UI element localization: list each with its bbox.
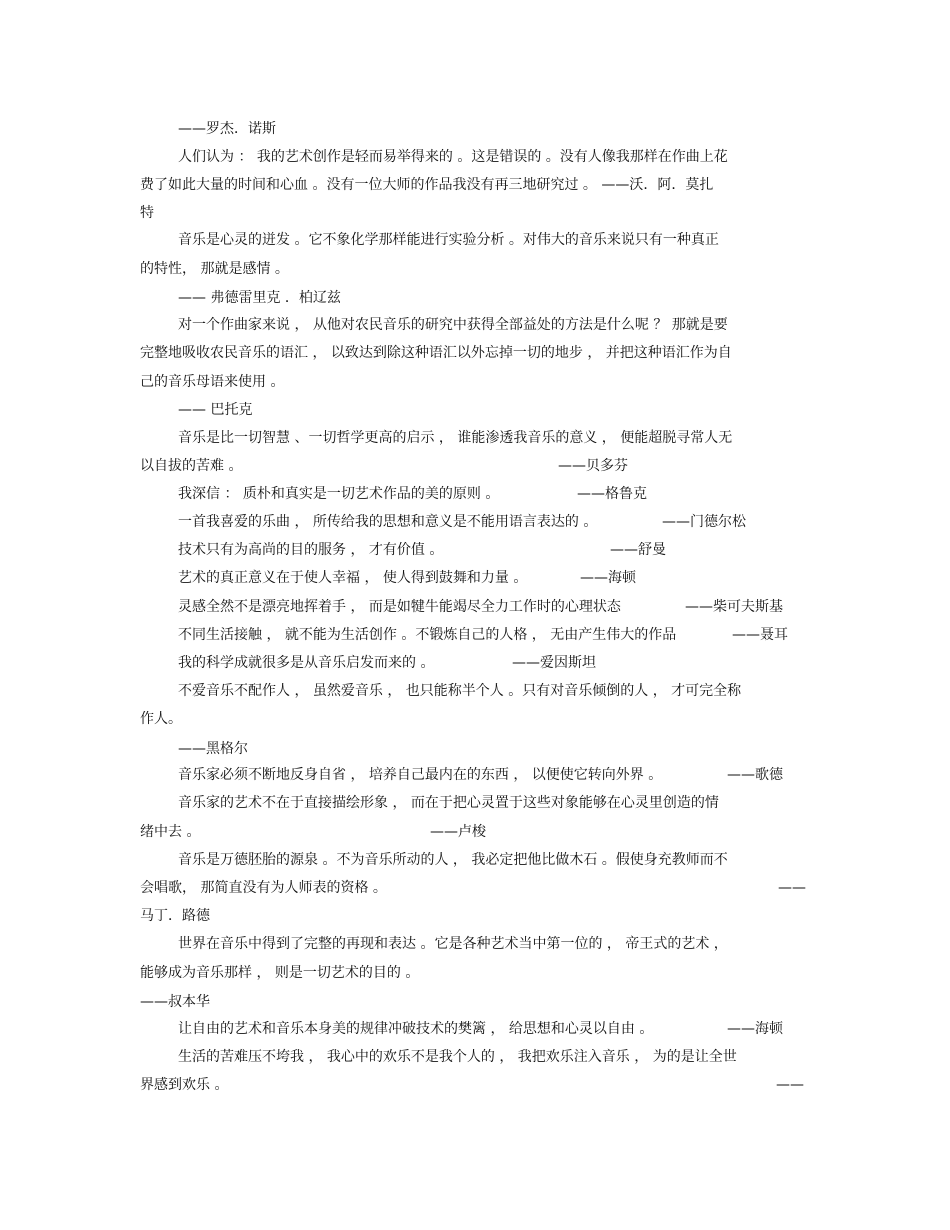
attribution: 马丁．路德 bbox=[140, 908, 210, 924]
quote-line: 让自由的艺术和音乐本身美的规律冲破技术的樊篱 ， 给思想和心灵以自由 。 bbox=[178, 1021, 654, 1037]
attribution: ——门德尔松 bbox=[662, 514, 746, 530]
attribution: ——叔本华 bbox=[140, 994, 210, 1010]
quote-line: 音乐家必须不断地反身自省 ， 培养自己最内在的东西 ， 以便使它转向外界 。 bbox=[178, 767, 663, 783]
quote-line: 我的科学成就很多是从音乐启发而来的 。 bbox=[178, 655, 435, 671]
quote-line: 对一个作曲家来说 ， 从他对农民音乐的研究中获得全部益处的方法是什么呢 ？ 那就是要 bbox=[178, 317, 728, 333]
attribution: ——贝多芬 bbox=[558, 458, 628, 474]
quote-line: 音乐家的艺术不在于直接描绘形象 ， 而在于把心灵置于这些对象能够在心灵里创造的情 bbox=[178, 795, 719, 811]
attribution: ——卢梭 bbox=[430, 824, 486, 840]
attribution: —— 弗德雷里克 ．柏辽兹 bbox=[178, 290, 341, 306]
quote-line: 我深信 ： 质朴和真实是一切艺术作品的美的原则 。 bbox=[178, 486, 500, 502]
quote-line: 不同生活接触 ， 就不能为生活创作 。不锻炼自己的人格 ， 无由产生伟大的作品 bbox=[178, 627, 677, 643]
quote-line: 以自拔的苦难 。 bbox=[140, 458, 243, 474]
attribution: —— bbox=[776, 1077, 804, 1093]
attribution: ——海顿 bbox=[580, 570, 636, 586]
attribution: ——柴可夫斯基 bbox=[685, 599, 783, 615]
quote-line: 人们认为 ： 我的艺术创作是轻而易举得来的 。这是错误的 。没有人像我那样在作曲上花 bbox=[178, 149, 728, 165]
attribution: ——海顿 bbox=[727, 1021, 783, 1037]
quote-line: 不爱音乐不配作人 ， 虽然爱音乐 ， 也只能称半个人 。只有对音乐倾倒的人 ， 才可完全称 bbox=[178, 683, 742, 699]
attribution: —— bbox=[778, 880, 806, 896]
quote-line: 生活的苦难压不垮我 ， 我心中的欢乐不是我个人的 ， 我把欢乐注入音乐 ， 为的是让全世 bbox=[178, 1049, 737, 1065]
attribution: ——聂耳 bbox=[732, 627, 788, 643]
quote-line: 艺术的真正意义在于使人幸福 ， 使人得到鼓舞和力量 。 bbox=[178, 570, 528, 586]
quote-line: 费了如此大量的时间和心血 。没有一位大师的作品我没有再三地研究过 。 ——沃．阿．莫扎 bbox=[140, 177, 714, 193]
quote-line: 作人。 bbox=[140, 711, 182, 727]
attribution: ——舒曼 bbox=[610, 542, 666, 558]
quote-line: 己的音乐母语来使用 。 bbox=[140, 374, 285, 390]
quote-line: 音乐是比一切智慧 、一切哲学更高的启示 ， 谁能渗透我音乐的意义 ， 便能超脱寻常人无 bbox=[178, 430, 733, 446]
attribution: ——歌德 bbox=[727, 767, 783, 783]
quote-line: 一首我喜爱的乐曲 ， 所传给我的思想和意义是不能用语言表达的 。 bbox=[178, 514, 598, 530]
quote-line: 会唱歌， 那简直没有为人师表的资格 。 bbox=[140, 880, 387, 896]
attribution: ——黑格尔 bbox=[178, 741, 248, 757]
quote-line: 的特性， 那就是感情 。 bbox=[140, 261, 289, 277]
quote-line: 绪中去 。 bbox=[140, 824, 201, 840]
quote-line: 界感到欢乐 。 bbox=[140, 1077, 229, 1093]
quote-line: 特 bbox=[140, 205, 154, 221]
quote-line: 完整地吸收农民音乐的语汇 ， 以致达到除这种语汇以外忘掉一切的地步 ， 并把这种语汇作为自 bbox=[140, 345, 732, 361]
quote-line: 世界在音乐中得到了完整的再现和表达 。它是各种艺术当中第一位的 ， 帝王式的艺术 ， bbox=[178, 936, 728, 952]
quote-line: 技术只有为高尚的目的服务 ， 才有价值 。 bbox=[178, 542, 444, 558]
attribution: ——罗杰．诺斯 bbox=[178, 121, 276, 137]
attribution: —— 巴托克 bbox=[178, 402, 253, 418]
quote-line: 灵感全然不是漂亮地挥着手 ， 而是如犍牛能竭尽全力工作时的心理状态 bbox=[178, 599, 621, 615]
quote-line: 音乐是万德胚胎的源泉 。不为音乐所动的人 ， 我必定把他比做木石 。假使身充教师而不 bbox=[178, 852, 728, 868]
attribution: ——爱因斯坦 bbox=[512, 655, 596, 671]
quote-line: 能够成为音乐那样 ， 则是一切艺术的目的 。 bbox=[140, 965, 420, 981]
quote-line: 音乐是心灵的迸发 。它不象化学那样能进行实验分析 。对伟大的音乐来说只有一种真正 bbox=[178, 232, 719, 248]
attribution: ——格鲁克 bbox=[577, 486, 647, 502]
